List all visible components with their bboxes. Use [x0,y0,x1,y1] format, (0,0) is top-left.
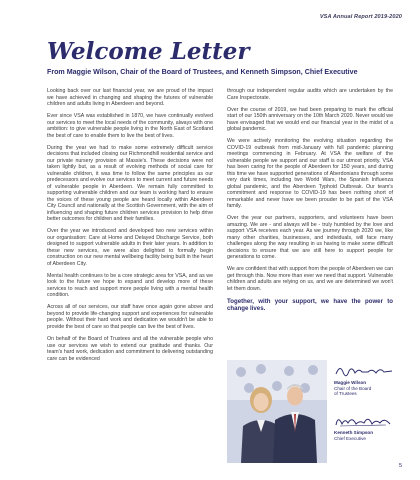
paragraph: Across all of our services, our staff have once again gone above and beyond to provide life-changing support and experiences for vulnerable people. Without their hard work and dedication we wouldn't be able to provide the best of care so that people can live the best of lives. [47,304,213,330]
left-column [47,88,213,368]
signature-maggie-wilson [334,362,404,397]
paragraph: through our independent regular audits which are undertaken by the Care Inspectorate. [227,88,393,101]
signature-icon [334,412,394,428]
paragraph: We were actively monitoring the evolving situation regarding the COVID-19 outbreak from mid-January with full pandemic planning meetings commencing in February. At VSA the welfare of the vulnerable people we support and our staff is our utmost priority. VSA has been caring for the people of Aberdeen for 150 years, and during this time we have supported generations of Aberdonians through some very dark times, including two World Wars, the Spanish Influenza global pandemic, and the Aberdeen Typhoid Outbreak. Our team's commitment and response to COVID-19 has been nothing short of remarkable and never have we been prouder to be part of the VSA family. [227,138,393,210]
right-column [227,88,393,318]
signature-kenneth-simpson [334,412,404,441]
page-subtitle: From Maggie Wilson, Chair of the Board of Trustees, and Kenneth Simpson, Chief Executive [47,68,358,76]
closing-statement: Together, with your support, we have the power to change lives. [227,297,393,313]
paragraph: Mental health continues to be a core strategic area for VSA, and as we look to the future we hope to expand and develop more of these services to reach and support more people living with a mental health condition. [47,272,213,299]
signatory-name: Kenneth Simpson [334,430,374,435]
page-title: Welcome Letter [47,38,250,65]
paragraph: Ever since VSA was established in 1870, we have continually evolved our services to meet the local needs of the community, always with one ambition: to give vulnerable people living in the North East of Scotland the best of care to enable them to live the best of lives. [47,113,213,139]
photo-illustration [227,360,327,463]
paragraph: We are confident that with support from the people of Aberdeen we can get through this. Now more than ever we need that support. Vulnerable children and adults are relying on us, and we are determined we won't let them down. [227,266,393,292]
paragraph: Over the year our partners, supporters, and volunteers have been amazing. We are - and always will be - truly humbled by the love and support VSA receives each year. As we journey through 2020 we, like many other charities, businesses, and individuals, will face many challenges along the way resulting in us having to make some difficult decisions to ensure that we are still here to support people for generations to come. [227,215,393,261]
signatory-role: of Trustees [334,391,357,397]
paragraph: During the year we had to make some extremely difficult service decisions that included closing our Richmondhill residential service and our private nursery provision at Massie's. These decisions were not taken lightly but, as a result of evolving methods of social care for vulnerable children, it was time to follow the same principles as our predecessors and evolve our services to meet current and future needs of vulnerable people in Aberdeen. We remain fully committed to supporting vulnerable children and our team is working hard to ensure the voices of these young people are heard locally within Aberdeen City Council and nationally at the Scottish Government, with the aim of influencing and shaping future children services provision to help drive better outcomes for children and their families. [47,144,213,223]
report-header: VSA Annual Report 2019-2020 [319,14,402,20]
paragraph: Looking back over our last financial year, we are proud of the impact we have achieved in changing and shaping the futures of vulnerable children and adults living in Aberdeen and beyond. [47,88,213,107]
signatory-name: Maggie Wilson [334,380,367,385]
paragraph: Over the course of 2019, we had been preparing to mark the official start of our 150th anniversary on the 10th March 2020. Never would we have envisaged that we would end our financial year in the midst of a global pandemic. [227,106,393,133]
trustees-photo [227,360,327,463]
page-number: 5 [398,463,402,469]
signature-icon [334,362,394,378]
signatory-role: Chief Executive [334,435,366,441]
paragraph: On behalf of the Board of Trustees and all the vulnerable people who use our services we wish to extend our gratitude and thanks. Our team's hard work, dedication and commitment to delivering outstanding care can be evidenced [47,336,213,362]
paragraph: Over the year we introduced and developed two new services within our organisation: Care at Home and Delayed Discharge Service, both designed to support vulnerable adults in their later years. In addition to these new services, we were also delighted to formally begin construction on our new mental wellbeing facility being built in the heart of Aberdeen City. [47,228,213,267]
signatory-role: Chair of the Board [334,385,372,391]
